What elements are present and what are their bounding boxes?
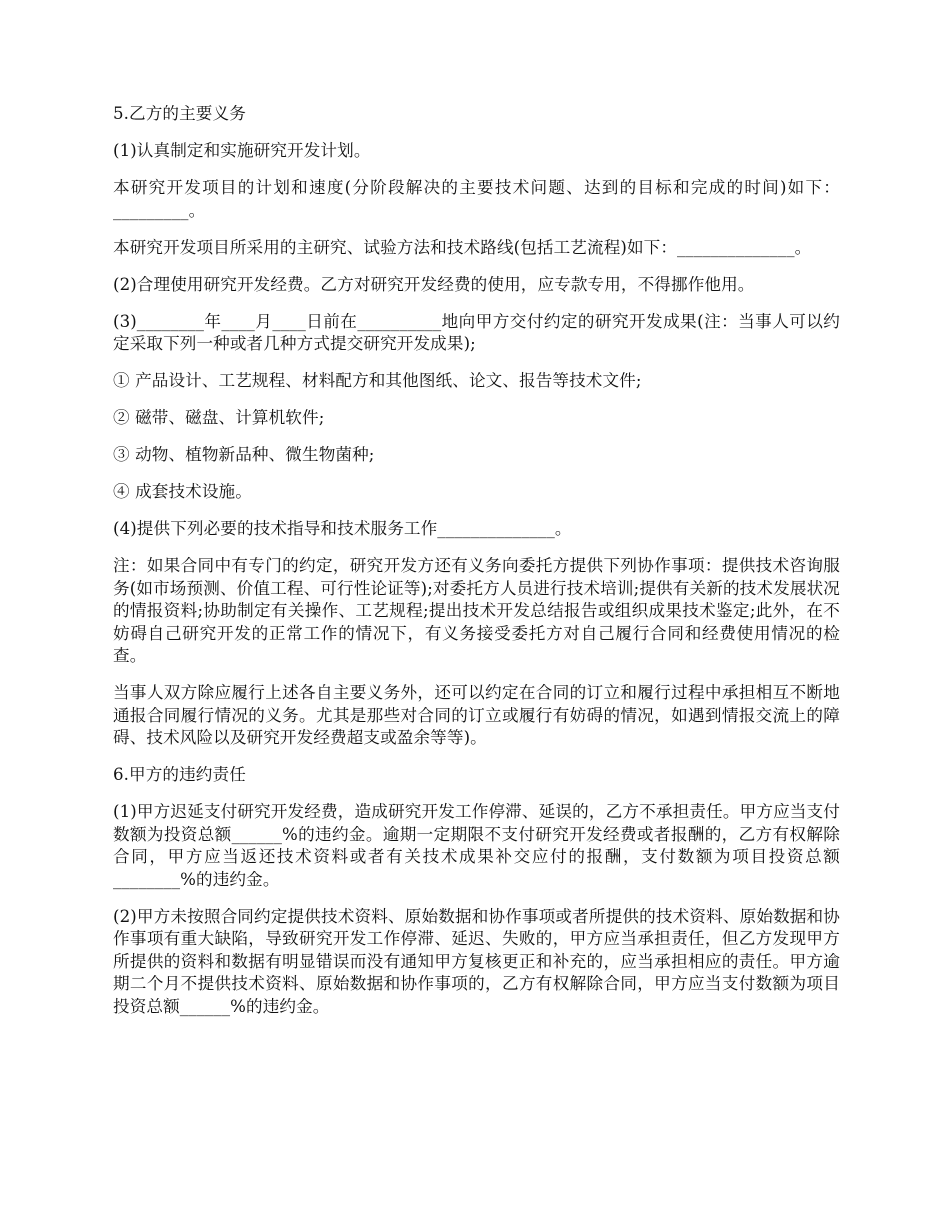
paragraph-liability-1: (1)甲方迟延支付研究开发经费，造成研究开发工作停滞、延误的，乙方不承担责任。甲方应当支付数额为投资总额______%的违约金。逾期一定期限不支付研究开发经费或者报酬的，乙方有权解除合同，甲方应当返还技术资料或者有关技术成果补交应付的报酬，支付数额为项目投资总额________%的违约金。: [113, 802, 840, 889]
paragraph-plan-schedule: 本研究开发项目的计划和速度(分阶段解决的主要技术问题、达到的目标和完成的时间)如下：_________。: [113, 178, 840, 220]
paragraph-4-guidance: (4)提供下列必要的技术指导和技术服务工作______________。: [113, 519, 572, 538]
section-heading-obligations-party-b: 5.乙方的主要义务: [113, 104, 246, 123]
paragraph-research-methods: 本研究开发项目所采用的主研究、试验方法和技术路线(包括工艺流程)如下：______________。: [113, 237, 812, 257]
document-page: [113, 103, 840, 1033]
paragraph-liability-2: (2)甲方未按照合同约定提供技术资料、原始数据和协作事项或者所提供的技术资料、原始数据和协作事项有重大缺陷，导致研究开发工作停滞、延迟、失败的，甲方应当承担责任，但乙方发现甲方所提供的资料和数据有明显错误而没有通知甲方复核更正和补充的，应当承担相应的责任。甲方逾期二个月不提供技术资料、原始数据和协作事项的，乙方有权解除合同，甲方应当支付数额为项目投资总额______%的违约金。: [113, 906, 840, 1016]
list-item-software: ② 磁带、磁盘、计算机软件;: [113, 408, 325, 427]
section-heading-liability-party-a: 6.甲方的违约责任: [113, 765, 246, 784]
list-item-new-varieties: ③ 动物、植物新品种、微生物菌种;: [113, 445, 375, 464]
list-item-technical-documents: ① 产品设计、工艺规程、材料配方和其他图纸、论文、报告等技术文件;: [113, 371, 642, 390]
paragraph-3-delivery: (3)________年____月____日前在__________地向甲方交付约定的研究开发成果(注：当事人可以约定采取下列一种或者几种方式提交研究开发成果);: [113, 311, 840, 353]
paragraph-note-cooperation: 注：如果合同中有专门的约定，研究开发方还有义务向委托方提供下列协作事项：提供技术咨询服务(如市场预测、价值工程、可行性论证等);对委托方人员进行技术培训;提供有关新的技术发展状况的情报资料;协助制定有关操作、工艺规程;提出技术开发总结报告或组织成果技术鉴定;此外，在不妨碍自己研究开发的正常工作的情况下，有义务接受委托方对自己履行合同和经费使用情况的检查。: [113, 556, 840, 665]
paragraph-mutual-obligations: 当事人双方除应履行上述各自主要义务外，还可以约定在合同的订立和履行过程中承担相互不断地通报合同履行情况的义务。尤其是那些对合同的订立或履行有妨碍的情况，如遇到情报交流上的障碍、技术风险以及研究开发经费超支或盈余等等)。: [113, 683, 840, 747]
paragraph-1-plan: (1)认真制定和实施研究开发计划。: [113, 141, 371, 160]
paragraph-2-funds: (2)合理使用研究开发经费。乙方对研究开发经费的使用，应专款专用，不得挪作他用。: [113, 274, 755, 294]
list-item-facilities: ④ 成套技术设施。: [113, 482, 252, 501]
